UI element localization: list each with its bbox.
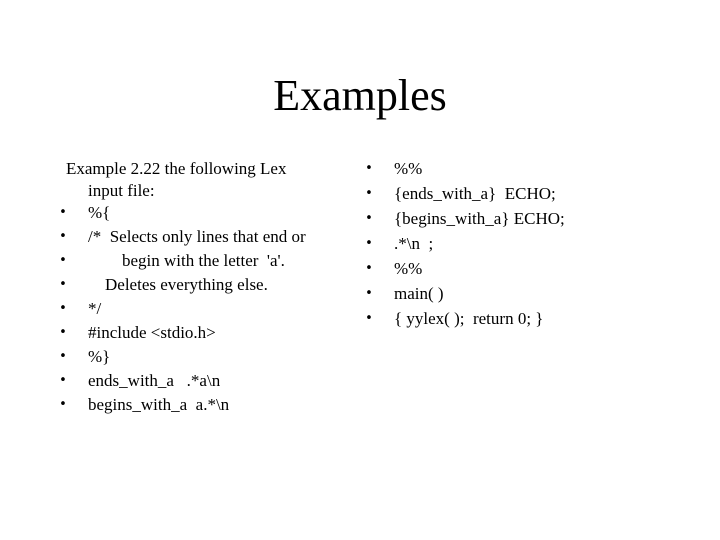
list-item-text: begins_with_a a.*\n [88, 395, 230, 414]
list-item-text: %{ [88, 203, 111, 222]
intro-text [56, 158, 346, 202]
list-item [362, 308, 662, 330]
right-column [362, 158, 662, 333]
bullet-icon: • [59, 373, 67, 388]
bullet-icon: • [59, 277, 67, 292]
list-item [362, 183, 662, 205]
bullet-icon: • [59, 229, 67, 244]
list-item [56, 346, 346, 368]
intro-line-2: input file: [88, 181, 155, 200]
left-bullet-list [56, 202, 346, 416]
list-item-text: begin with the letter 'a'. [88, 251, 285, 270]
list-item-text: /* Selects only lines that end or [88, 227, 306, 246]
list-item-text: { yylex( ); return 0; } [394, 309, 544, 328]
list-item [56, 322, 346, 344]
list-item [362, 233, 662, 255]
bullet-icon: • [365, 261, 373, 276]
list-item [362, 283, 662, 305]
left-column [56, 158, 346, 418]
right-bullet-list [362, 158, 662, 330]
bullet-icon: • [59, 397, 67, 412]
bullet-icon: • [365, 286, 373, 301]
list-item [56, 226, 346, 248]
list-item-text: {begins_with_a} ECHO; [394, 209, 565, 228]
bullet-icon: • [365, 161, 373, 176]
bullet-icon: • [365, 186, 373, 201]
list-item-text: %% [394, 159, 423, 178]
list-item-text: %} [88, 347, 111, 366]
list-item [56, 250, 346, 272]
list-item-text: ends_with_a .*a\n [88, 371, 221, 390]
list-item [362, 258, 662, 280]
intro-line-1: Example 2.22 the following Lex [66, 159, 287, 178]
bullet-icon: • [365, 236, 373, 251]
list-item [362, 158, 662, 180]
list-item-text: Deletes everything else. [88, 275, 268, 294]
list-item [56, 370, 346, 392]
bullet-icon: • [59, 325, 67, 340]
list-item-text: %% [394, 259, 423, 278]
bullet-icon: • [365, 211, 373, 226]
list-item-text: .*\n ; [394, 234, 434, 253]
bullet-icon: • [59, 301, 67, 316]
list-item [56, 274, 346, 296]
list-item [56, 202, 346, 224]
bullet-icon: • [59, 205, 67, 220]
list-item [56, 394, 346, 416]
bullet-icon: • [59, 349, 67, 364]
bullet-icon: • [365, 311, 373, 326]
list-item-text: main( ) [394, 284, 444, 303]
slide-title: Examples [273, 71, 447, 120]
list-item [362, 208, 662, 230]
list-item-text: */ [88, 299, 102, 318]
list-item-text: {ends_with_a} ECHO; [394, 184, 556, 203]
list-item-text: #include <stdio.h> [88, 323, 216, 342]
list-item [56, 298, 346, 320]
bullet-icon: • [59, 253, 67, 268]
